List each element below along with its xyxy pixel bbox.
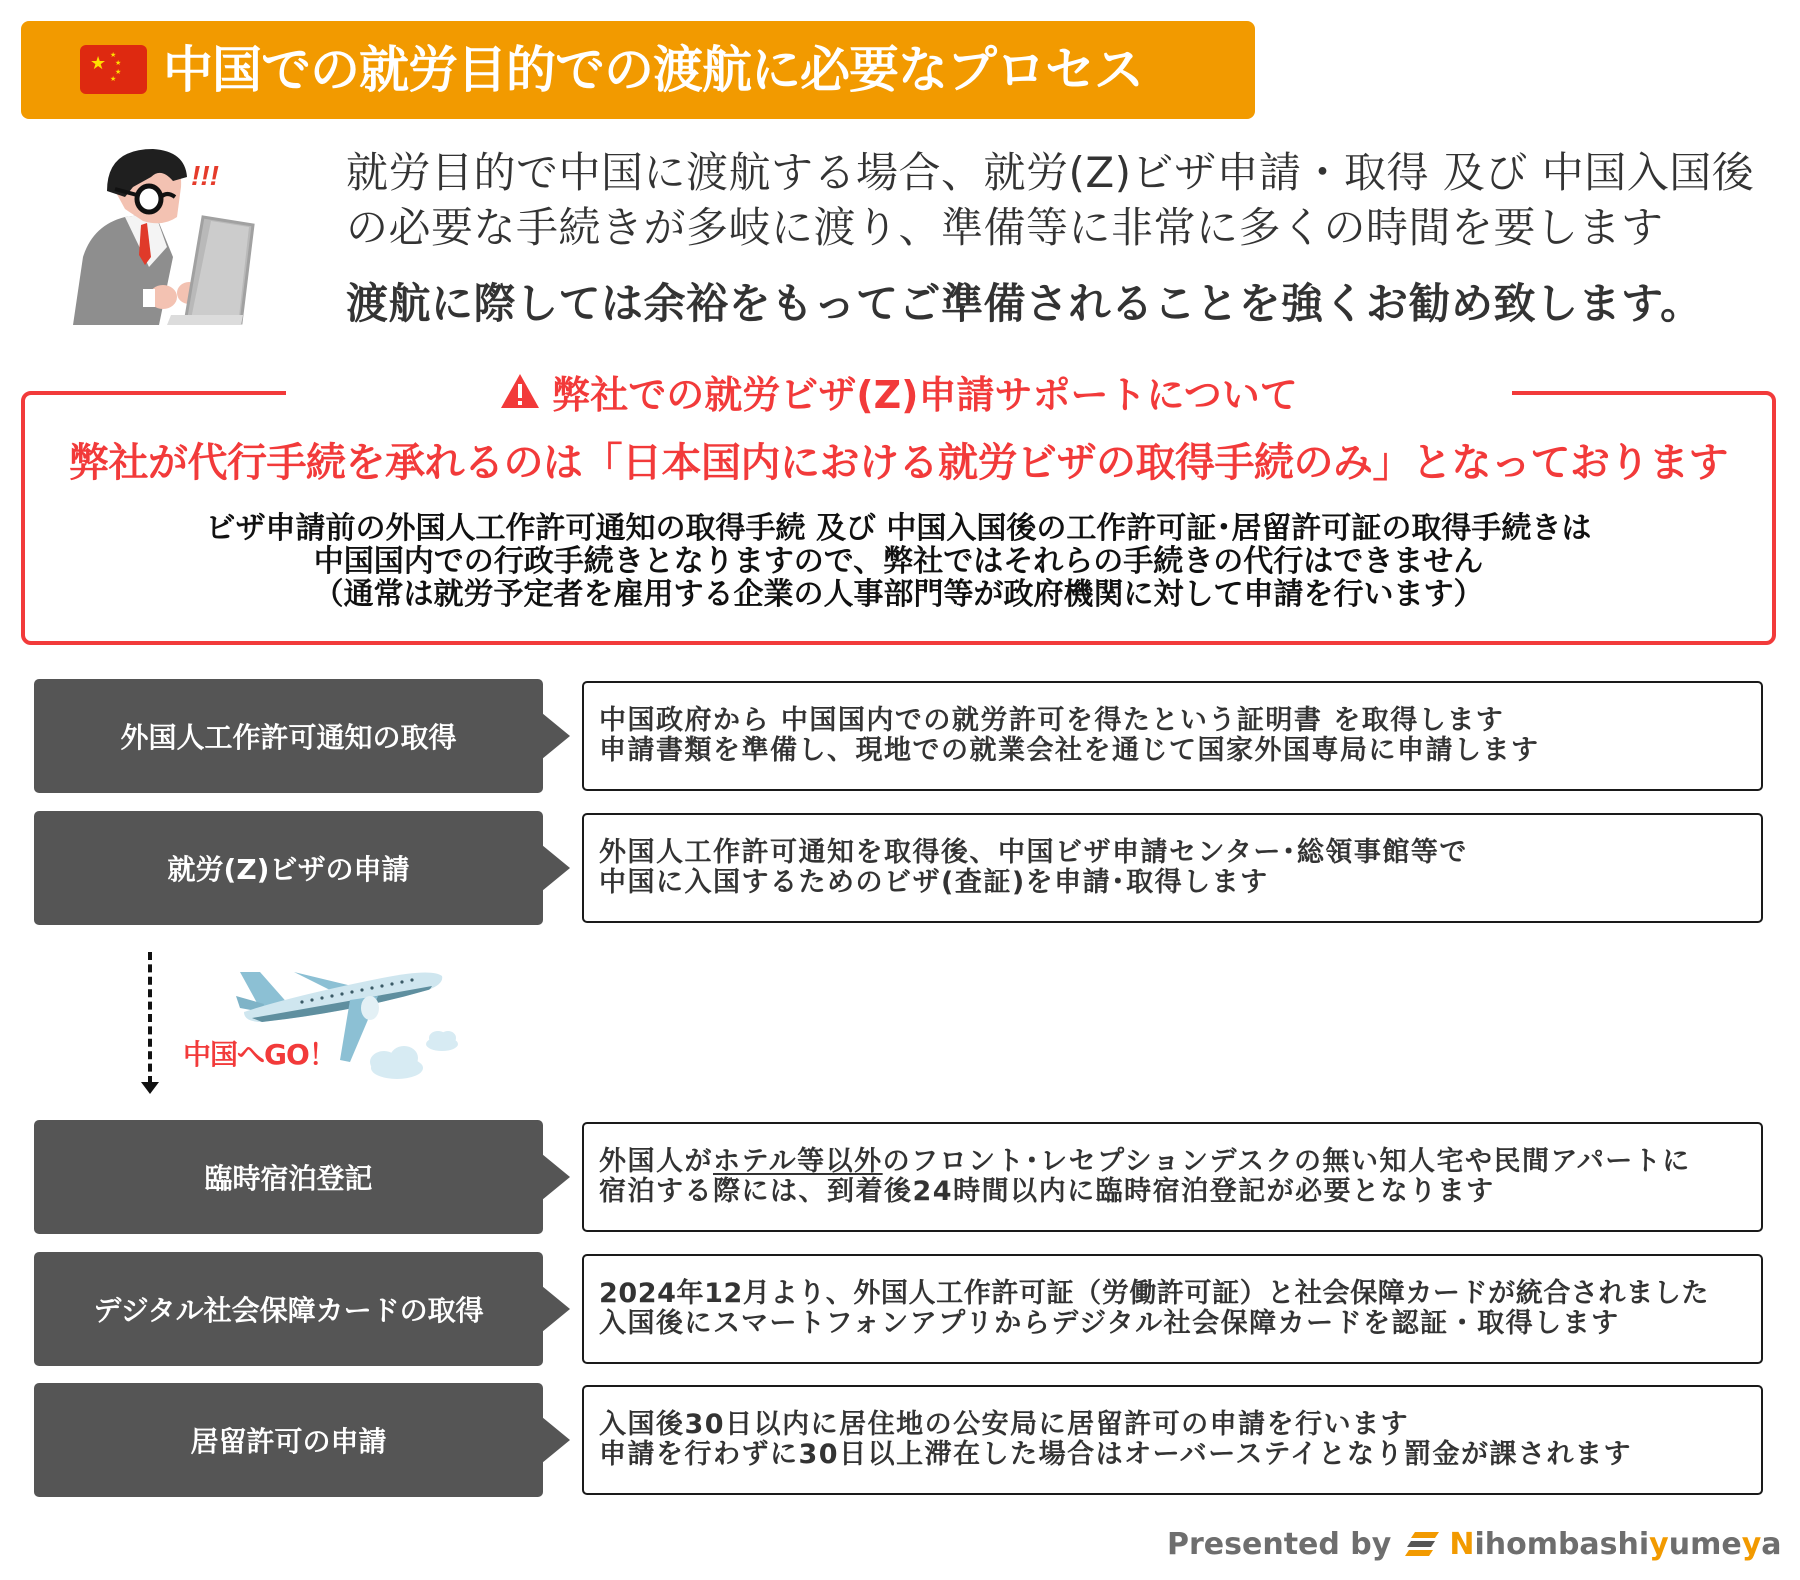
step-desc-line: 入国後30日以内に居住地の公安局に居留許可の申請を行います — [599, 1409, 1410, 1440]
go-to-china-caption: 中国へGO！ — [183, 1038, 336, 1071]
step-label-temporary-residence-registration: 臨時宿泊登記 — [34, 1120, 543, 1234]
notice-body — [25, 512, 1772, 611]
step-desc-underlined-text: ホテル等以外 — [713, 1146, 883, 1177]
step-desc-line: 宿泊する際には、到着後24時間以内に臨時宿泊登記が必要となります — [599, 1176, 1495, 1207]
step-desc-line: 申請を行わずに30日以上滞在した場合はオーバーステイとなり罰金が課されます — [599, 1439, 1632, 1470]
step-label-z-visa: 就労(Z)ビザの申請 — [34, 811, 543, 925]
step-description — [582, 1254, 1763, 1364]
notice-body-line: ビザ申請前の外国人工作許可通知の取得手続 及び 中国入国後の工作許可証･居留許可証の取得手続きは — [205, 511, 1592, 546]
china-flag-icon: ★ ★ ★ ★ ★ — [80, 45, 147, 94]
svg-text:!!!: !!! — [191, 160, 219, 191]
step-description — [582, 1385, 1763, 1495]
presented-by-label: Presented by — [1167, 1526, 1392, 1562]
step-label-work-permit-notice: 外国人工作許可通知の取得 — [34, 679, 543, 793]
notice-heading-text: 弊社での就労ビザ(Z)申請サポートについて — [552, 372, 1298, 417]
step-label-residence-permit: 居留許可の申請 — [34, 1383, 543, 1497]
step-arrow-icon — [542, 1154, 570, 1200]
step-label-digital-social-security-card: デジタル社会保障カードの取得 — [34, 1252, 543, 1366]
step-arrow-icon — [542, 1417, 570, 1463]
intro-line-2: の必要な手続きが多岐に渡り、準備等に非常に多くの時間を要します — [346, 203, 1664, 252]
brand-name: Nihombashiyumeya — [1449, 1526, 1782, 1562]
notice-body-line: 中国国内での行政手続きとなりますので、弊社ではそれらの手続きの代行はできません — [313, 544, 1484, 579]
step-arrow-icon — [542, 845, 570, 891]
warning-icon — [500, 373, 540, 409]
surprised-businessman-illustration — [63, 147, 287, 325]
step-desc-text: 外国人が — [599, 1146, 713, 1177]
step-desc-line: 外国人工作許可通知を取得後、中国ビザ申請センター･総領事館等で — [599, 837, 1468, 868]
step-desc-line: 入国後にスマートフォンアプリからデジタル社会保障カードを認証・取得します — [599, 1308, 1620, 1339]
step-description — [582, 1122, 1763, 1232]
arrow-down-icon — [141, 1082, 159, 1094]
notice-heading — [286, 368, 1512, 417]
step-desc-line: 2024年12月より、外国人工作許可証（労働許可証）と社会保障カードが統合されました — [599, 1278, 1709, 1309]
step-arrow-icon — [542, 1286, 570, 1332]
step-desc-line — [599, 1147, 1761, 1177]
footer-credit — [1167, 1526, 1782, 1562]
title-banner — [21, 21, 1255, 119]
step-description — [582, 813, 1763, 923]
step-desc-line: 中国政府から 中国国内での就労許可を得たという証明書 を取得します — [599, 705, 1505, 736]
dashed-flow-line — [148, 952, 152, 1084]
step-desc-text: のフロント･レセプションデスクの無い知人宅や民間アパートに — [882, 1146, 1691, 1177]
notice-body-line: （通常は就労予定者を雇用する企業の人事部門等が政府機関に対して申請を行います） — [313, 577, 1484, 612]
notice-main-statement: 弊社が代行手続を承れるのは「日本国内における就労ビザの取得手続のみ」となっております — [69, 440, 1728, 486]
intro-emphasis: 渡航に際しては余裕をもってご準備されることを強くお勧め致します。 — [346, 279, 1703, 328]
step-description — [582, 681, 1763, 791]
step-desc-line: 申請書類を準備し、現地での就業会社を通じて国家外国専局に申請します — [599, 735, 1540, 766]
step-desc-line: 中国に入国するためのビザ(査証)を申請･取得します — [599, 867, 1269, 898]
step-arrow-icon — [542, 713, 570, 759]
brand-logo-icon — [1405, 1530, 1439, 1558]
intro-line-1: 就労目的で中国に渡航する場合、就労(Z)ビザ申請・取得 及び 中国入国後 — [346, 148, 1755, 197]
page-title: 中国での就労目的での渡航に必要なプロセス — [163, 41, 1143, 99]
